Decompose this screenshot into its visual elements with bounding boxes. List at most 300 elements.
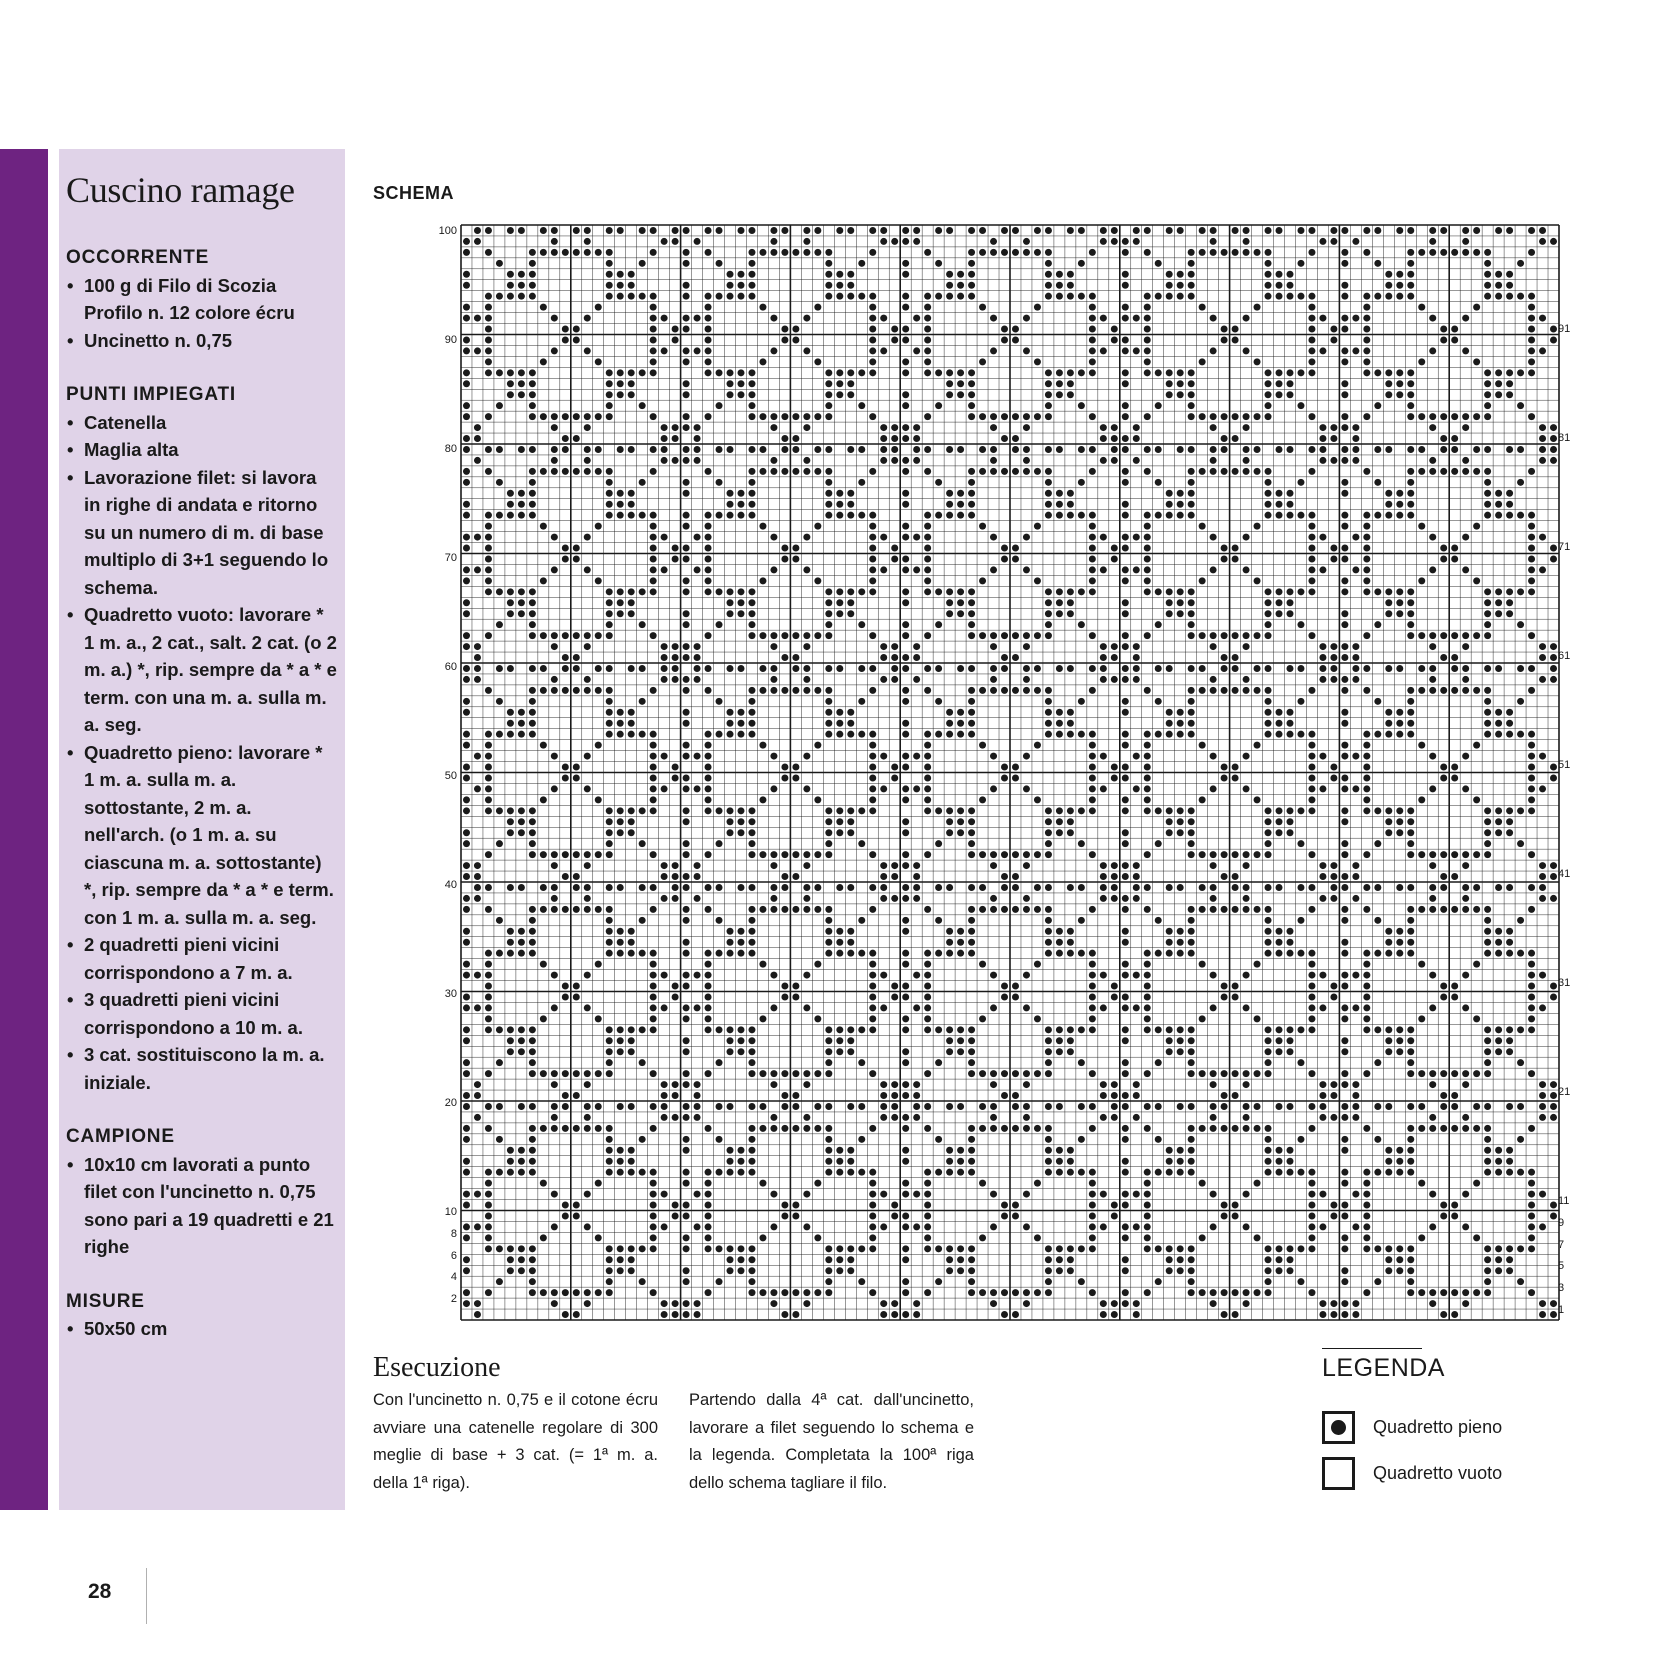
filled-square-dot bbox=[595, 1103, 602, 1110]
filled-square-dot bbox=[1341, 326, 1348, 333]
filled-square-dot bbox=[1210, 851, 1217, 858]
filled-square-dot bbox=[551, 315, 558, 322]
filled-square-dot bbox=[935, 402, 942, 409]
filled-square-dot bbox=[858, 1103, 865, 1110]
filled-square-dot bbox=[1221, 873, 1228, 880]
filled-square-dot bbox=[1363, 906, 1370, 913]
filled-square-dot bbox=[803, 1289, 810, 1296]
filled-square-dot bbox=[1243, 753, 1250, 760]
filled-square-dot bbox=[869, 742, 876, 749]
filled-square-dot bbox=[979, 1180, 986, 1187]
filled-square-dot bbox=[902, 326, 909, 333]
filled-square-dot bbox=[683, 1048, 690, 1055]
filled-square-dot bbox=[1012, 1212, 1019, 1219]
filled-square-dot bbox=[1528, 249, 1535, 256]
filled-square-dot bbox=[1319, 446, 1326, 453]
filled-square-dot bbox=[1012, 1311, 1019, 1318]
filled-square-dot bbox=[485, 961, 492, 968]
filled-square-dot bbox=[1166, 282, 1173, 289]
filled-square-dot bbox=[968, 840, 975, 847]
row-label: 31 bbox=[1558, 977, 1571, 989]
filled-square-dot bbox=[924, 632, 931, 639]
filled-square-dot bbox=[1341, 851, 1348, 858]
filled-square-dot bbox=[1374, 698, 1381, 705]
filled-square-dot bbox=[727, 1267, 734, 1274]
legend-filled bbox=[1322, 1411, 1502, 1444]
filled-square-dot bbox=[595, 1015, 602, 1022]
filled-square-dot bbox=[1506, 1245, 1513, 1252]
filled-square-dot bbox=[463, 1202, 470, 1209]
filled-square-dot bbox=[990, 851, 997, 858]
filled-square-dot bbox=[672, 983, 679, 990]
filled-square-dot bbox=[1221, 555, 1228, 562]
filled-square-dot bbox=[705, 534, 712, 541]
filled-square-dot bbox=[891, 545, 898, 552]
filled-square-dot bbox=[1122, 238, 1129, 245]
filled-square-dot bbox=[1330, 424, 1337, 431]
filled-square-dot bbox=[694, 643, 701, 650]
filled-square-dot bbox=[1418, 665, 1425, 672]
filled-square-dot bbox=[1144, 315, 1151, 322]
filled-square-dot bbox=[1330, 1212, 1337, 1219]
filled-square-dot bbox=[705, 555, 712, 562]
filled-square-dot bbox=[869, 972, 876, 979]
filled-square-dot bbox=[1429, 1081, 1436, 1088]
row-label: 50 bbox=[444, 770, 457, 782]
filled-square-dot bbox=[1089, 249, 1096, 256]
filled-square-dot bbox=[891, 676, 898, 683]
filled-square-dot bbox=[551, 413, 558, 420]
filled-square-dot bbox=[1210, 895, 1217, 902]
filled-square-dot bbox=[1297, 1245, 1304, 1252]
list-item: • 100 g di Filo di Scozia Profilo n. 12 colore écru bbox=[66, 272, 337, 327]
filled-square-dot bbox=[683, 917, 690, 924]
filled-square-dot bbox=[1001, 774, 1008, 781]
filled-square-dot bbox=[1056, 512, 1063, 519]
filled-square-dot bbox=[672, 676, 679, 683]
filled-square-dot bbox=[1539, 1004, 1546, 1011]
filled-square-dot bbox=[661, 1081, 668, 1088]
filled-square-dot bbox=[1056, 391, 1063, 398]
filled-square-dot bbox=[639, 227, 646, 234]
filled-square-dot bbox=[1166, 501, 1173, 508]
filled-square-dot bbox=[902, 961, 909, 968]
filled-square-dot bbox=[1319, 654, 1326, 661]
filled-square-dot bbox=[1133, 1092, 1140, 1099]
filled-square-dot bbox=[1122, 1191, 1129, 1198]
filled-square-dot bbox=[1429, 566, 1436, 573]
filled-square-dot bbox=[1385, 1245, 1392, 1252]
filled-square-dot bbox=[1001, 873, 1008, 880]
filled-square-dot bbox=[1341, 1004, 1348, 1011]
filled-square-dot bbox=[1528, 665, 1535, 672]
filled-square-dot bbox=[803, 424, 810, 431]
filled-square-dot bbox=[562, 435, 569, 442]
filled-square-dot bbox=[1440, 249, 1447, 256]
filled-square-dot bbox=[858, 293, 865, 300]
filled-square-dot bbox=[1265, 413, 1272, 420]
filled-square-dot bbox=[1484, 1125, 1491, 1132]
filled-square-dot bbox=[727, 490, 734, 497]
filled-square-dot bbox=[1232, 665, 1239, 672]
filled-square-dot bbox=[1374, 1278, 1381, 1285]
filled-square-dot bbox=[979, 884, 986, 891]
filled-square-dot bbox=[902, 1245, 909, 1252]
filled-square-dot bbox=[507, 369, 514, 376]
filled-square-dot bbox=[825, 479, 832, 486]
filled-square-dot bbox=[1473, 632, 1480, 639]
filled-square-dot bbox=[968, 260, 975, 267]
filled-square-dot bbox=[661, 566, 668, 573]
filled-square-dot bbox=[1484, 479, 1491, 486]
filled-square-dot bbox=[1188, 1267, 1195, 1274]
filled-square-dot bbox=[507, 610, 514, 617]
filled-square-dot bbox=[683, 315, 690, 322]
filled-square-dot bbox=[529, 610, 536, 617]
filled-square-dot bbox=[737, 939, 744, 946]
filled-square-dot bbox=[1495, 939, 1502, 946]
filled-square-dot bbox=[781, 249, 788, 256]
filled-square-dot bbox=[1166, 1026, 1173, 1033]
filled-square-dot bbox=[1100, 534, 1107, 541]
filled-square-dot bbox=[1023, 687, 1030, 694]
filled-square-dot bbox=[748, 928, 755, 935]
filled-square-dot bbox=[1045, 391, 1052, 398]
filled-square-dot bbox=[485, 1169, 492, 1176]
filled-square-dot bbox=[1341, 424, 1348, 431]
filled-square-dot bbox=[1506, 282, 1513, 289]
filled-square-dot bbox=[847, 939, 854, 946]
filled-square-dot bbox=[1286, 939, 1293, 946]
filled-square-dot bbox=[1363, 764, 1370, 771]
filled-square-dot bbox=[1089, 446, 1096, 453]
filled-square-dot bbox=[1199, 1289, 1206, 1296]
filled-square-dot bbox=[716, 402, 723, 409]
filled-square-dot bbox=[946, 227, 953, 234]
filled-square-dot bbox=[1210, 972, 1217, 979]
filled-square-dot bbox=[1550, 774, 1557, 781]
filled-square-dot bbox=[946, 490, 953, 497]
filled-square-dot bbox=[836, 884, 843, 891]
filled-square-dot bbox=[639, 731, 646, 738]
filled-square-dot bbox=[1407, 479, 1414, 486]
filled-square-dot bbox=[496, 260, 503, 267]
filled-square-dot bbox=[792, 764, 799, 771]
filled-square-dot bbox=[474, 1300, 481, 1307]
filled-square-dot bbox=[617, 709, 624, 716]
filled-square-dot bbox=[1341, 512, 1348, 519]
filled-square-dot bbox=[694, 1300, 701, 1307]
filled-square-dot bbox=[902, 1059, 909, 1066]
filled-square-dot bbox=[759, 1180, 766, 1187]
filled-square-dot bbox=[1484, 1169, 1491, 1176]
filled-square-dot bbox=[584, 972, 591, 979]
filled-square-dot bbox=[1484, 501, 1491, 508]
filled-square-dot bbox=[551, 862, 558, 869]
filled-square-dot bbox=[1363, 249, 1370, 256]
filled-square-dot bbox=[1199, 961, 1206, 968]
filled-square-dot bbox=[1045, 840, 1052, 847]
filled-square-dot bbox=[1506, 1026, 1513, 1033]
filled-square-dot bbox=[825, 1103, 832, 1110]
filled-square-dot bbox=[1265, 249, 1272, 256]
filled-square-dot bbox=[1243, 1300, 1250, 1307]
filled-square-dot bbox=[1539, 895, 1546, 902]
filled-square-dot bbox=[507, 939, 514, 946]
filled-square-dot bbox=[463, 1125, 470, 1132]
filled-square-dot bbox=[825, 1158, 832, 1165]
filled-square-dot bbox=[1177, 282, 1184, 289]
filled-square-dot bbox=[814, 446, 821, 453]
filled-square-dot bbox=[1001, 884, 1008, 891]
filled-square-dot bbox=[748, 468, 755, 475]
filled-square-dot bbox=[1177, 610, 1184, 617]
filled-square-dot bbox=[781, 336, 788, 343]
filled-square-dot bbox=[1396, 490, 1403, 497]
filled-square-dot bbox=[1396, 391, 1403, 398]
page-number: 28 bbox=[88, 1580, 112, 1603]
filled-square-dot bbox=[485, 1245, 492, 1252]
filled-square-dot bbox=[683, 1136, 690, 1143]
filled-square-dot bbox=[1078, 1059, 1085, 1066]
filled-square-dot bbox=[1517, 1059, 1524, 1066]
filled-square-dot bbox=[1495, 665, 1502, 672]
filled-square-dot bbox=[1396, 588, 1403, 595]
filled-square-dot bbox=[946, 1169, 953, 1176]
filled-square-dot bbox=[902, 1048, 909, 1055]
filled-square-dot bbox=[1067, 282, 1074, 289]
filled-square-dot bbox=[781, 774, 788, 781]
filled-square-dot bbox=[913, 643, 920, 650]
filled-square-dot bbox=[683, 1202, 690, 1209]
filled-square-dot bbox=[628, 446, 635, 453]
filled-square-dot bbox=[1265, 1037, 1272, 1044]
filled-square-dot bbox=[1506, 884, 1513, 891]
filled-square-dot bbox=[617, 599, 624, 606]
filled-square-dot bbox=[1232, 687, 1239, 694]
filled-square-dot bbox=[518, 1256, 525, 1263]
filled-square-dot bbox=[1308, 1004, 1315, 1011]
filled-square-dot bbox=[1341, 840, 1348, 847]
filled-square-dot bbox=[474, 347, 481, 354]
filled-square-dot bbox=[1155, 588, 1162, 595]
filled-square-dot bbox=[672, 1081, 679, 1088]
filled-square-dot bbox=[1407, 720, 1414, 727]
filled-square-dot bbox=[1484, 380, 1491, 387]
filled-square-dot bbox=[814, 413, 821, 420]
filled-square-dot bbox=[529, 709, 536, 716]
filled-square-dot bbox=[1188, 687, 1195, 694]
filled-square-dot bbox=[1100, 972, 1107, 979]
filled-square-dot bbox=[891, 862, 898, 869]
row-label: 11 bbox=[1558, 1195, 1570, 1207]
filled-square-dot bbox=[825, 1037, 832, 1044]
filled-square-dot bbox=[979, 961, 986, 968]
filled-square-dot bbox=[1286, 1147, 1293, 1154]
filled-square-dot bbox=[727, 950, 734, 957]
filled-square-dot bbox=[727, 588, 734, 595]
filled-square-dot bbox=[1528, 983, 1535, 990]
filled-square-dot bbox=[748, 512, 755, 519]
filled-square-dot bbox=[463, 534, 470, 541]
filled-square-dot bbox=[1341, 818, 1348, 825]
filled-square-dot bbox=[1034, 884, 1041, 891]
filled-square-dot bbox=[661, 1311, 668, 1318]
filled-square-dot bbox=[518, 501, 525, 508]
filled-square-dot bbox=[968, 1037, 975, 1044]
filled-square-dot bbox=[946, 1158, 953, 1165]
filled-square-dot bbox=[463, 873, 470, 880]
filled-square-dot bbox=[1484, 1070, 1491, 1077]
filled-square-dot bbox=[1407, 621, 1414, 628]
filled-square-dot bbox=[946, 884, 953, 891]
filled-square-dot bbox=[1045, 632, 1052, 639]
filled-square-dot bbox=[694, 424, 701, 431]
filled-square-dot bbox=[1462, 249, 1469, 256]
filled-square-dot bbox=[781, 1289, 788, 1296]
filled-square-dot bbox=[803, 227, 810, 234]
filled-square-dot bbox=[1089, 1212, 1096, 1219]
filled-square-dot bbox=[1506, 731, 1513, 738]
filled-square-dot bbox=[825, 293, 832, 300]
filled-square-dot bbox=[683, 818, 690, 825]
filled-square-dot bbox=[935, 1026, 942, 1033]
filled-square-dot bbox=[1385, 1158, 1392, 1165]
filled-square-dot bbox=[683, 1180, 690, 1187]
filled-square-dot bbox=[1023, 851, 1030, 858]
filled-square-dot bbox=[606, 1158, 613, 1165]
filled-square-dot bbox=[935, 260, 942, 267]
filled-square-dot bbox=[1100, 665, 1107, 672]
filled-square-dot bbox=[1396, 829, 1403, 836]
filled-square-dot bbox=[485, 851, 492, 858]
filled-square-dot bbox=[617, 380, 624, 387]
filled-square-dot bbox=[1418, 249, 1425, 256]
filled-square-dot bbox=[869, 1191, 876, 1198]
filled-square-dot bbox=[1210, 424, 1217, 431]
filled-square-dot bbox=[661, 435, 668, 442]
filled-square-dot bbox=[814, 1180, 821, 1187]
filled-square-dot bbox=[683, 610, 690, 617]
filled-square-dot bbox=[913, 1092, 920, 1099]
filled-square-dot bbox=[1078, 260, 1085, 267]
filled-square-dot bbox=[869, 851, 876, 858]
filled-square-dot bbox=[869, 1223, 876, 1230]
filled-square-dot bbox=[1352, 1300, 1359, 1307]
filled-square-dot bbox=[847, 720, 854, 727]
filled-square-dot bbox=[485, 983, 492, 990]
filled-square-dot bbox=[1319, 972, 1326, 979]
filled-square-dot bbox=[606, 1125, 613, 1132]
filled-square-dot bbox=[639, 840, 646, 847]
filled-square-dot bbox=[1407, 939, 1414, 946]
legend-empty bbox=[1322, 1457, 1502, 1490]
filled-square-dot bbox=[1363, 315, 1370, 322]
filled-square-dot bbox=[1122, 676, 1129, 683]
filled-square-dot bbox=[1429, 227, 1436, 234]
filled-square-dot bbox=[836, 807, 843, 814]
filled-square-dot bbox=[814, 906, 821, 913]
filled-square-dot bbox=[507, 720, 514, 727]
filled-square-dot bbox=[869, 588, 876, 595]
filled-square-dot bbox=[1122, 1169, 1129, 1176]
filled-square-dot bbox=[1418, 1070, 1425, 1077]
filled-square-dot bbox=[1133, 1081, 1140, 1088]
filled-square-dot bbox=[1122, 566, 1129, 573]
filled-square-dot bbox=[1254, 358, 1261, 365]
filled-square-dot bbox=[1166, 720, 1173, 727]
filled-square-dot bbox=[1308, 906, 1315, 913]
filled-square-dot bbox=[748, 1136, 755, 1143]
filled-square-dot bbox=[869, 555, 876, 562]
filled-square-dot bbox=[529, 731, 536, 738]
filled-square-dot bbox=[1440, 632, 1447, 639]
filled-square-dot bbox=[990, 785, 997, 792]
filled-square-dot bbox=[1155, 369, 1162, 376]
filled-square-dot bbox=[1276, 369, 1283, 376]
filled-square-dot bbox=[1462, 632, 1469, 639]
filled-square-dot bbox=[1254, 1015, 1261, 1022]
row-label: 81 bbox=[1558, 432, 1571, 444]
filled-square-dot bbox=[990, 446, 997, 453]
filled-square-dot bbox=[869, 731, 876, 738]
filled-square-dot bbox=[1232, 983, 1239, 990]
filled-square-dot bbox=[825, 840, 832, 847]
filled-square-dot bbox=[1177, 1245, 1184, 1252]
filled-square-dot bbox=[672, 238, 679, 245]
filled-square-dot bbox=[1188, 1169, 1195, 1176]
filled-square-dot bbox=[748, 380, 755, 387]
filled-square-dot bbox=[584, 643, 591, 650]
filled-square-dot bbox=[650, 993, 657, 1000]
filled-square-dot bbox=[781, 545, 788, 552]
filled-square-dot bbox=[781, 1212, 788, 1219]
filled-square-dot bbox=[902, 1278, 909, 1285]
filled-square-dot bbox=[1462, 884, 1469, 891]
filled-square-dot bbox=[946, 293, 953, 300]
filled-square-dot bbox=[1385, 1267, 1392, 1274]
filled-square-dot bbox=[1199, 1015, 1206, 1022]
filled-square-dot bbox=[1045, 1256, 1052, 1263]
filled-square-dot bbox=[1429, 457, 1436, 464]
filled-square-dot bbox=[1462, 906, 1469, 913]
filled-square-dot bbox=[1111, 238, 1118, 245]
filled-square-dot bbox=[1001, 764, 1008, 771]
filled-square-dot bbox=[770, 424, 777, 431]
filled-square-dot bbox=[529, 282, 536, 289]
filled-square-dot bbox=[1396, 501, 1403, 508]
filled-square-dot bbox=[792, 446, 799, 453]
filled-square-dot bbox=[463, 566, 470, 573]
filled-square-dot bbox=[1528, 1289, 1535, 1296]
filled-square-dot bbox=[1056, 1026, 1063, 1033]
filled-square-dot bbox=[1462, 534, 1469, 541]
filled-square-dot bbox=[1122, 972, 1129, 979]
filled-square-dot bbox=[902, 731, 909, 738]
filled-square-dot bbox=[1396, 884, 1403, 891]
filled-square-dot bbox=[979, 796, 986, 803]
filled-square-dot bbox=[1506, 1147, 1513, 1154]
filled-square-dot bbox=[1528, 293, 1535, 300]
filled-square-dot bbox=[990, 238, 997, 245]
filled-square-dot bbox=[1144, 993, 1151, 1000]
filled-square-dot bbox=[650, 1070, 657, 1077]
filled-square-dot bbox=[1089, 687, 1096, 694]
filled-square-dot bbox=[737, 950, 744, 957]
filled-square-dot bbox=[606, 260, 613, 267]
filled-square-dot bbox=[1100, 566, 1107, 573]
filled-square-dot bbox=[1286, 950, 1293, 957]
